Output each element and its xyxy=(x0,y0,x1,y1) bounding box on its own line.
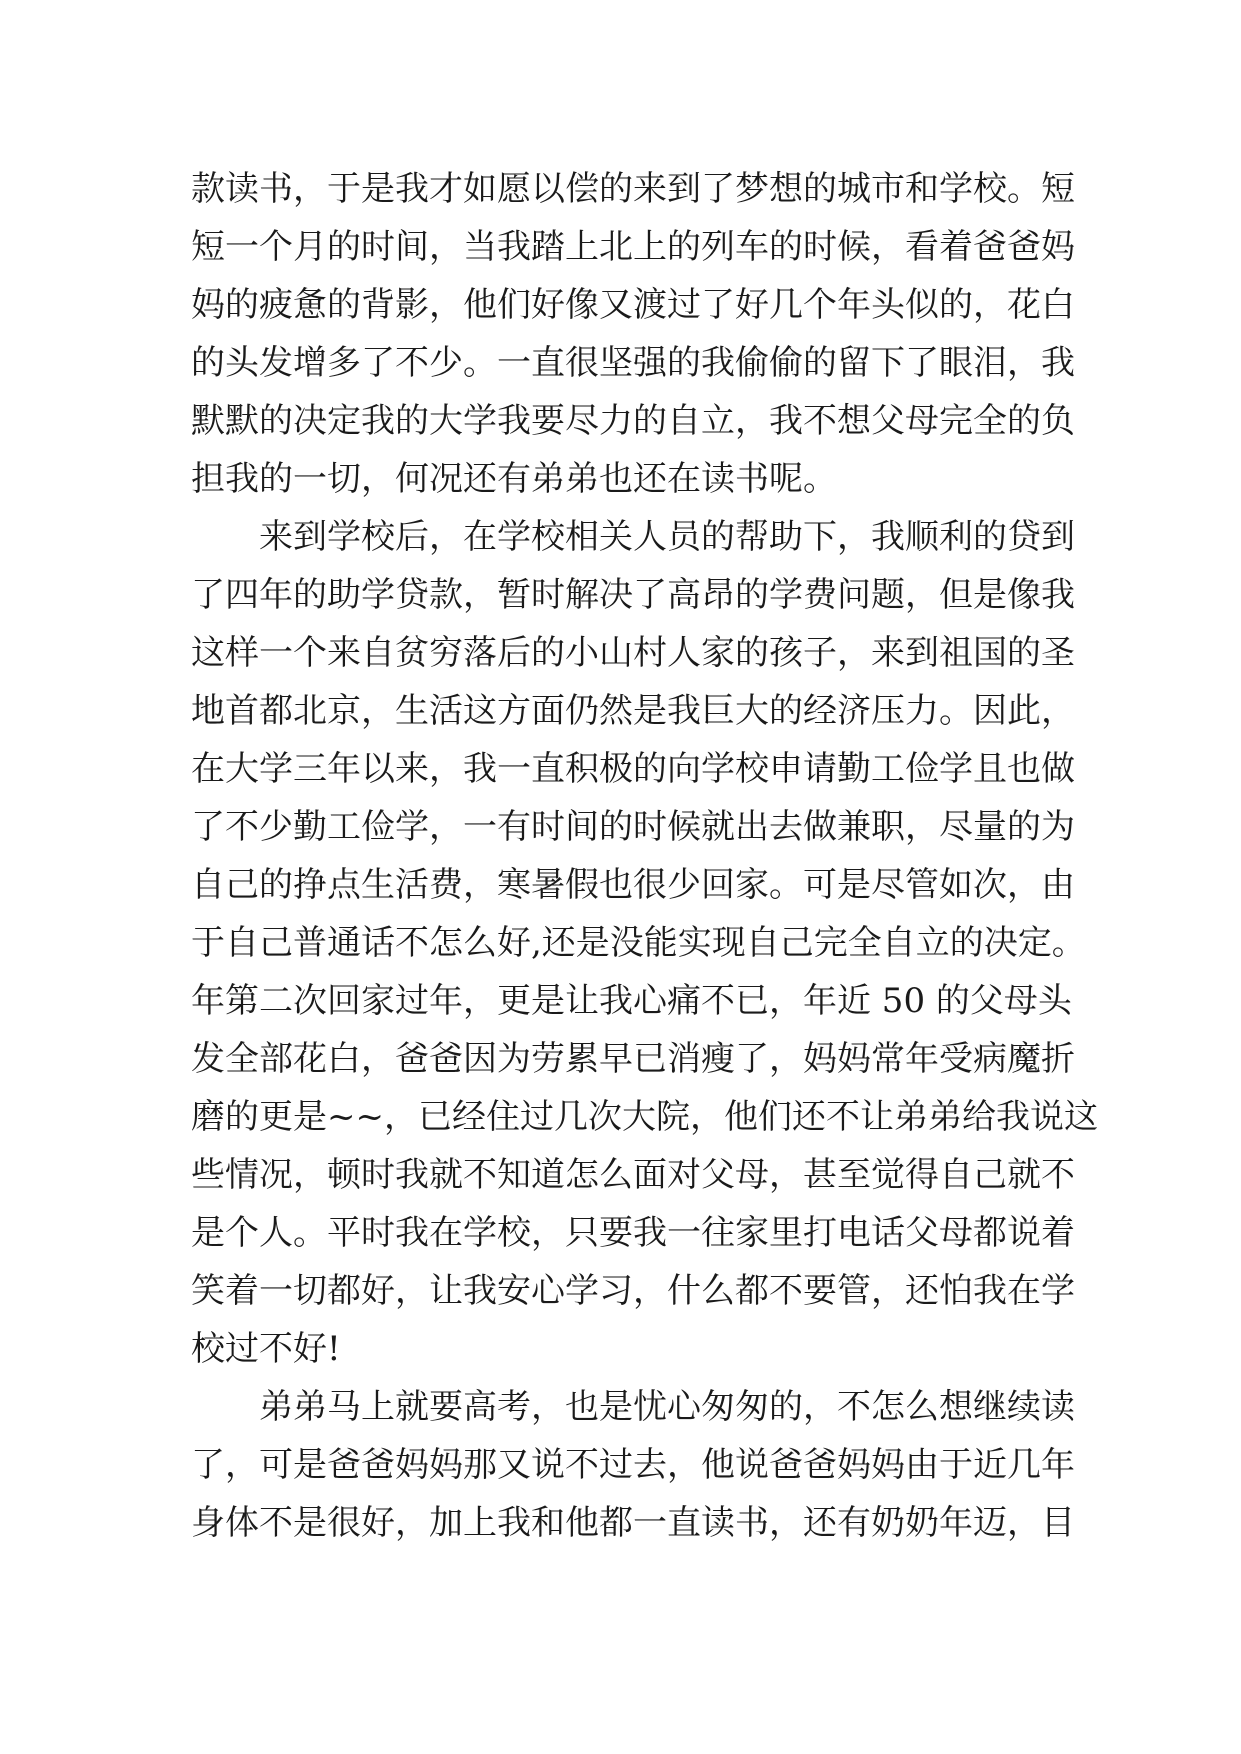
text-line: 发全部花白，爸爸因为劳累早已消瘦了，妈妈常年受病魔折 xyxy=(191,1039,1075,1079)
text-line: 了，可是爸爸妈妈那又说不过去，他说爸爸妈妈由于近几年 xyxy=(191,1445,1075,1485)
text-line: 了不少勤工俭学，一有时间的时候就出去做兼职，尽量的为 xyxy=(191,807,1075,847)
paragraph-2 xyxy=(191,508,1098,1378)
text-line: 些情况，顿时我就不知道怎么面对父母，甚至觉得自己就不 xyxy=(191,1155,1075,1195)
text-line: 身体不是很好，加上我和他都一直读书，还有奶奶年迈，目 xyxy=(191,1503,1075,1543)
text-line: 地首都北京，生活这方面仍然是我巨大的经济压力。因此， xyxy=(191,691,1075,731)
text-line: 担我的一切，何况还有弟弟也还在读书呢。 xyxy=(191,459,837,499)
paragraph-3 xyxy=(191,1378,1075,1552)
text-line: 妈的疲惫的背影，他们好像又渡过了好几个年头似的，花白 xyxy=(191,285,1075,325)
text-line: 这样一个来自贫穷落后的小山村人家的孩子，来到祖国的圣 xyxy=(191,633,1075,673)
text-line: 默默的决定我的大学我要尽力的自立，我不想父母完全的负 xyxy=(191,401,1075,441)
paragraph-1 xyxy=(191,160,1075,508)
text-line: 校过不好! xyxy=(191,1329,341,1369)
text-line: 弟弟马上就要高考，也是忧心匆匆的，不怎么想继续读 xyxy=(259,1387,1075,1427)
text-line: 来到学校后，在学校相关人员的帮助下，我顺利的贷到 xyxy=(259,517,1075,557)
text-line: 笑着一切都好，让我安心学习，什么都不要管，还怕我在学 xyxy=(191,1271,1075,1311)
text-line: 自己的挣点生活费，寒暑假也很少回家。可是尽管如次，由 xyxy=(191,865,1075,905)
text-line: 的头发增多了不少。一直很坚强的我偷偷的留下了眼泪，我 xyxy=(191,343,1075,383)
text-line: 是个人。平时我在学校，只要我一往家里打电话父母都说着 xyxy=(191,1213,1075,1253)
text-line: 款读书，于是我才如愿以偿的来到了梦想的城市和学校。短 xyxy=(191,169,1075,209)
text-line: 了四年的助学贷款，暂时解决了高昂的学费问题，但是像我 xyxy=(191,575,1075,615)
text-line: 在大学三年以来，我一直积极的向学校申请勤工俭学且也做 xyxy=(191,749,1075,789)
text-line: 于自己普通话不怎么好,还是没能实现自己完全自立的决定。 xyxy=(191,923,1086,963)
text-line: 年第二次回家过年，更是让我心痛不已，年近 50 的父母头 xyxy=(191,981,1072,1021)
text-line: 磨的更是~~，已经住过几次大院，他们还不让弟弟给我说这 xyxy=(191,1097,1098,1137)
body-text xyxy=(191,160,1098,1552)
text-line: 短一个月的时间，当我踏上北上的列车的时候，看着爸爸妈 xyxy=(191,227,1075,267)
